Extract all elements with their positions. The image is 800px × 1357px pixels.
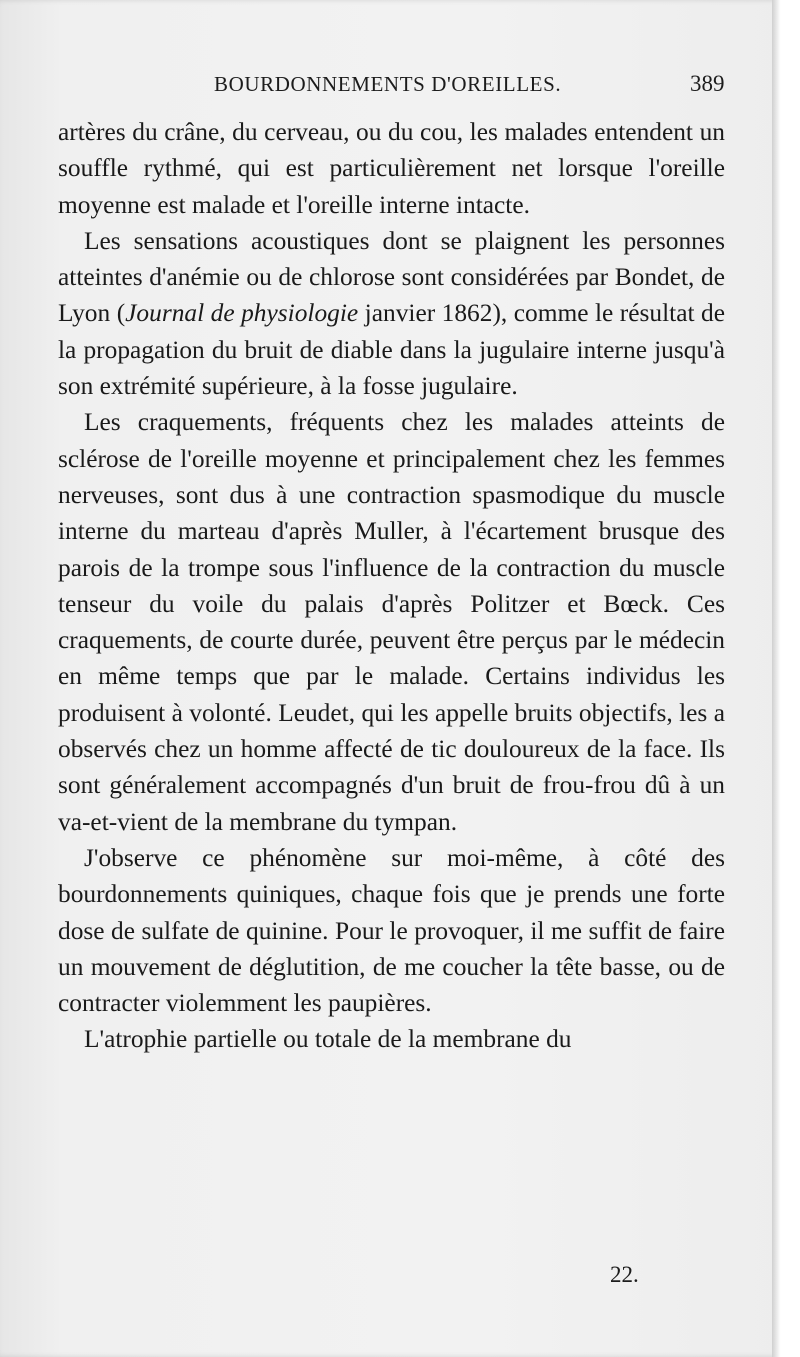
- paragraph-atrophie: L'atrophie partielle ou totale de la membrane du: [84, 1025, 572, 1054]
- paragraph-craquements: Les craquements, fréquents chez les malades atteints de sclérose de l'oreille moyenne et principalement chez les femmes nerveuses, sont dus à une contraction spasmodique du muscle interne du marteau d'après Muller, à l'écartement brusque des parois de la trompe sous l'influence de la contraction du muscle tenseur du voile du palais d'après Politzer et Bœck. Ces craquements, de courte durée, peuvent être perçus par le médecin en même temps que par le malade. Certains individus les produisent à volonté. Leudet, qui les appelle bruits objectifs, les a observés chez un homme affecté de tic douloureux de la face. Ils sont généralement accompagnés d'un bruit de frou-frou dû à un va-et-vient de la membrane du tympan.: [58, 408, 725, 836]
- paragraph-continuation: artères du crâne, du cerveau, ou du cou, les malades entendent un souffle rythmé, qui est particulièrement net lorsque l'oreille moyenne est malade et l'oreille interne intacte.: [58, 118, 725, 219]
- paragraph-observation: J'observe ce phénomène sur moi-même, à côté des bourdonnements quiniques, chaque fois que je prends une forte dose de sulfate de quinine. Pour le provoquer, il me suffit de faire un mouvement de déglutition, de me coucher la tête basse, ou de contracter violemment les paupières.: [58, 843, 725, 1018]
- paragraph-anemie: [58, 223, 725, 404]
- page-header: [0, 72, 786, 108]
- signature-mark: 22.: [610, 1262, 639, 1287]
- paragraph-anemie-end: janvier 1862), comme le résultat de la propagation du bruit de diable dans la jugulaire interne jusqu'à son extrémité supérieure, à la fosse jugulaire.: [58, 299, 725, 401]
- paragraph-anemie-start: Les sensations acoustiques dont se plaignent les personnes atteintes d'anémie ou de chlorose sont considérées par Bondet, de Lyon (: [58, 226, 725, 328]
- journal-title: Journal de physiologie: [125, 299, 359, 328]
- body-text: [58, 114, 725, 1058]
- running-head: BOURDONNEMENTS D'OREILLES.: [214, 72, 562, 96]
- page-number: 389: [690, 71, 725, 96]
- page-edge: [772, 0, 786, 1357]
